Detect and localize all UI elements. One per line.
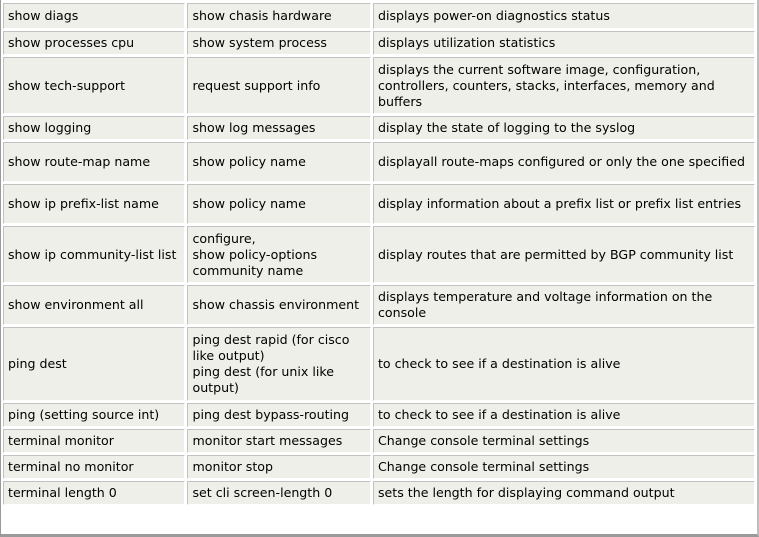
cisco-command-cell: terminal no monitor <box>3 455 185 479</box>
table-row <box>3 403 755 427</box>
cisco-command-cell: show processes cpu <box>3 31 185 55</box>
description-cell: displays power-on diagnostics status <box>373 3 755 29</box>
juniper-command-cell: ping dest bypass-routing <box>187 403 370 427</box>
table-row <box>3 57 755 114</box>
description-cell: Change console terminal settings <box>373 455 755 479</box>
table-row <box>3 327 755 401</box>
table-row <box>3 455 755 479</box>
description-cell: sets the length for displaying command output <box>373 481 755 505</box>
cisco-command-cell: show ip prefix-list name <box>3 184 185 224</box>
table-row <box>3 226 755 283</box>
juniper-command-cell: monitor start messages <box>187 429 370 453</box>
cisco-command-cell: show environment all <box>3 285 185 325</box>
table-row <box>3 429 755 453</box>
juniper-command-cell: show system process <box>187 31 370 55</box>
command-comparison-table <box>1 1 757 507</box>
juniper-command-cell: ping dest rapid (for cisco like output) ping dest (for unix like output) <box>187 327 370 401</box>
cisco-command-cell: show tech-support <box>3 57 185 114</box>
table-row <box>3 116 755 140</box>
description-cell: to check to see if a destination is alive <box>373 403 755 427</box>
table-row <box>3 3 755 29</box>
cisco-command-cell: show route-map name <box>3 142 185 182</box>
description-cell: display routes that are permitted by BGP community list <box>373 226 755 283</box>
table-row <box>3 31 755 55</box>
description-cell: display the state of logging to the syslog <box>373 116 755 140</box>
description-cell: to check to see if a destination is alive <box>373 327 755 401</box>
juniper-command-cell: show log messages <box>187 116 370 140</box>
description-cell: display information about a prefix list or prefix list entries <box>373 184 755 224</box>
cisco-command-cell: show diags <box>3 3 185 29</box>
cisco-command-cell: ping (setting source int) <box>3 403 185 427</box>
juniper-command-cell: show policy name <box>187 184 370 224</box>
juniper-command-cell: configure, show policy-options community name <box>187 226 370 283</box>
cisco-command-cell: ping dest <box>3 327 185 401</box>
description-cell: Change console terminal settings <box>373 429 755 453</box>
cisco-command-cell: show ip community-list list <box>3 226 185 283</box>
table-row <box>3 184 755 224</box>
table-row <box>3 285 755 325</box>
cisco-command-cell: terminal length 0 <box>3 481 185 505</box>
juniper-command-cell: set cli screen-length 0 <box>187 481 370 505</box>
table-row <box>3 142 755 182</box>
description-cell: displays the current software image, configuration, controllers, counters, stacks, interfaces, memory and buffers <box>373 57 755 114</box>
juniper-command-cell: monitor stop <box>187 455 370 479</box>
juniper-command-cell: show chasis hardware <box>187 3 370 29</box>
juniper-command-cell: request support info <box>187 57 370 114</box>
description-cell: displays temperature and voltage information on the console <box>373 285 755 325</box>
description-cell: displayall route-maps configured or only the one specified <box>373 142 755 182</box>
juniper-command-cell: show chassis environment <box>187 285 370 325</box>
juniper-command-cell: show policy name <box>187 142 370 182</box>
cisco-command-cell: terminal monitor <box>3 429 185 453</box>
table-row <box>3 481 755 505</box>
cisco-command-cell: show logging <box>3 116 185 140</box>
description-cell: displays utilization statistics <box>373 31 755 55</box>
